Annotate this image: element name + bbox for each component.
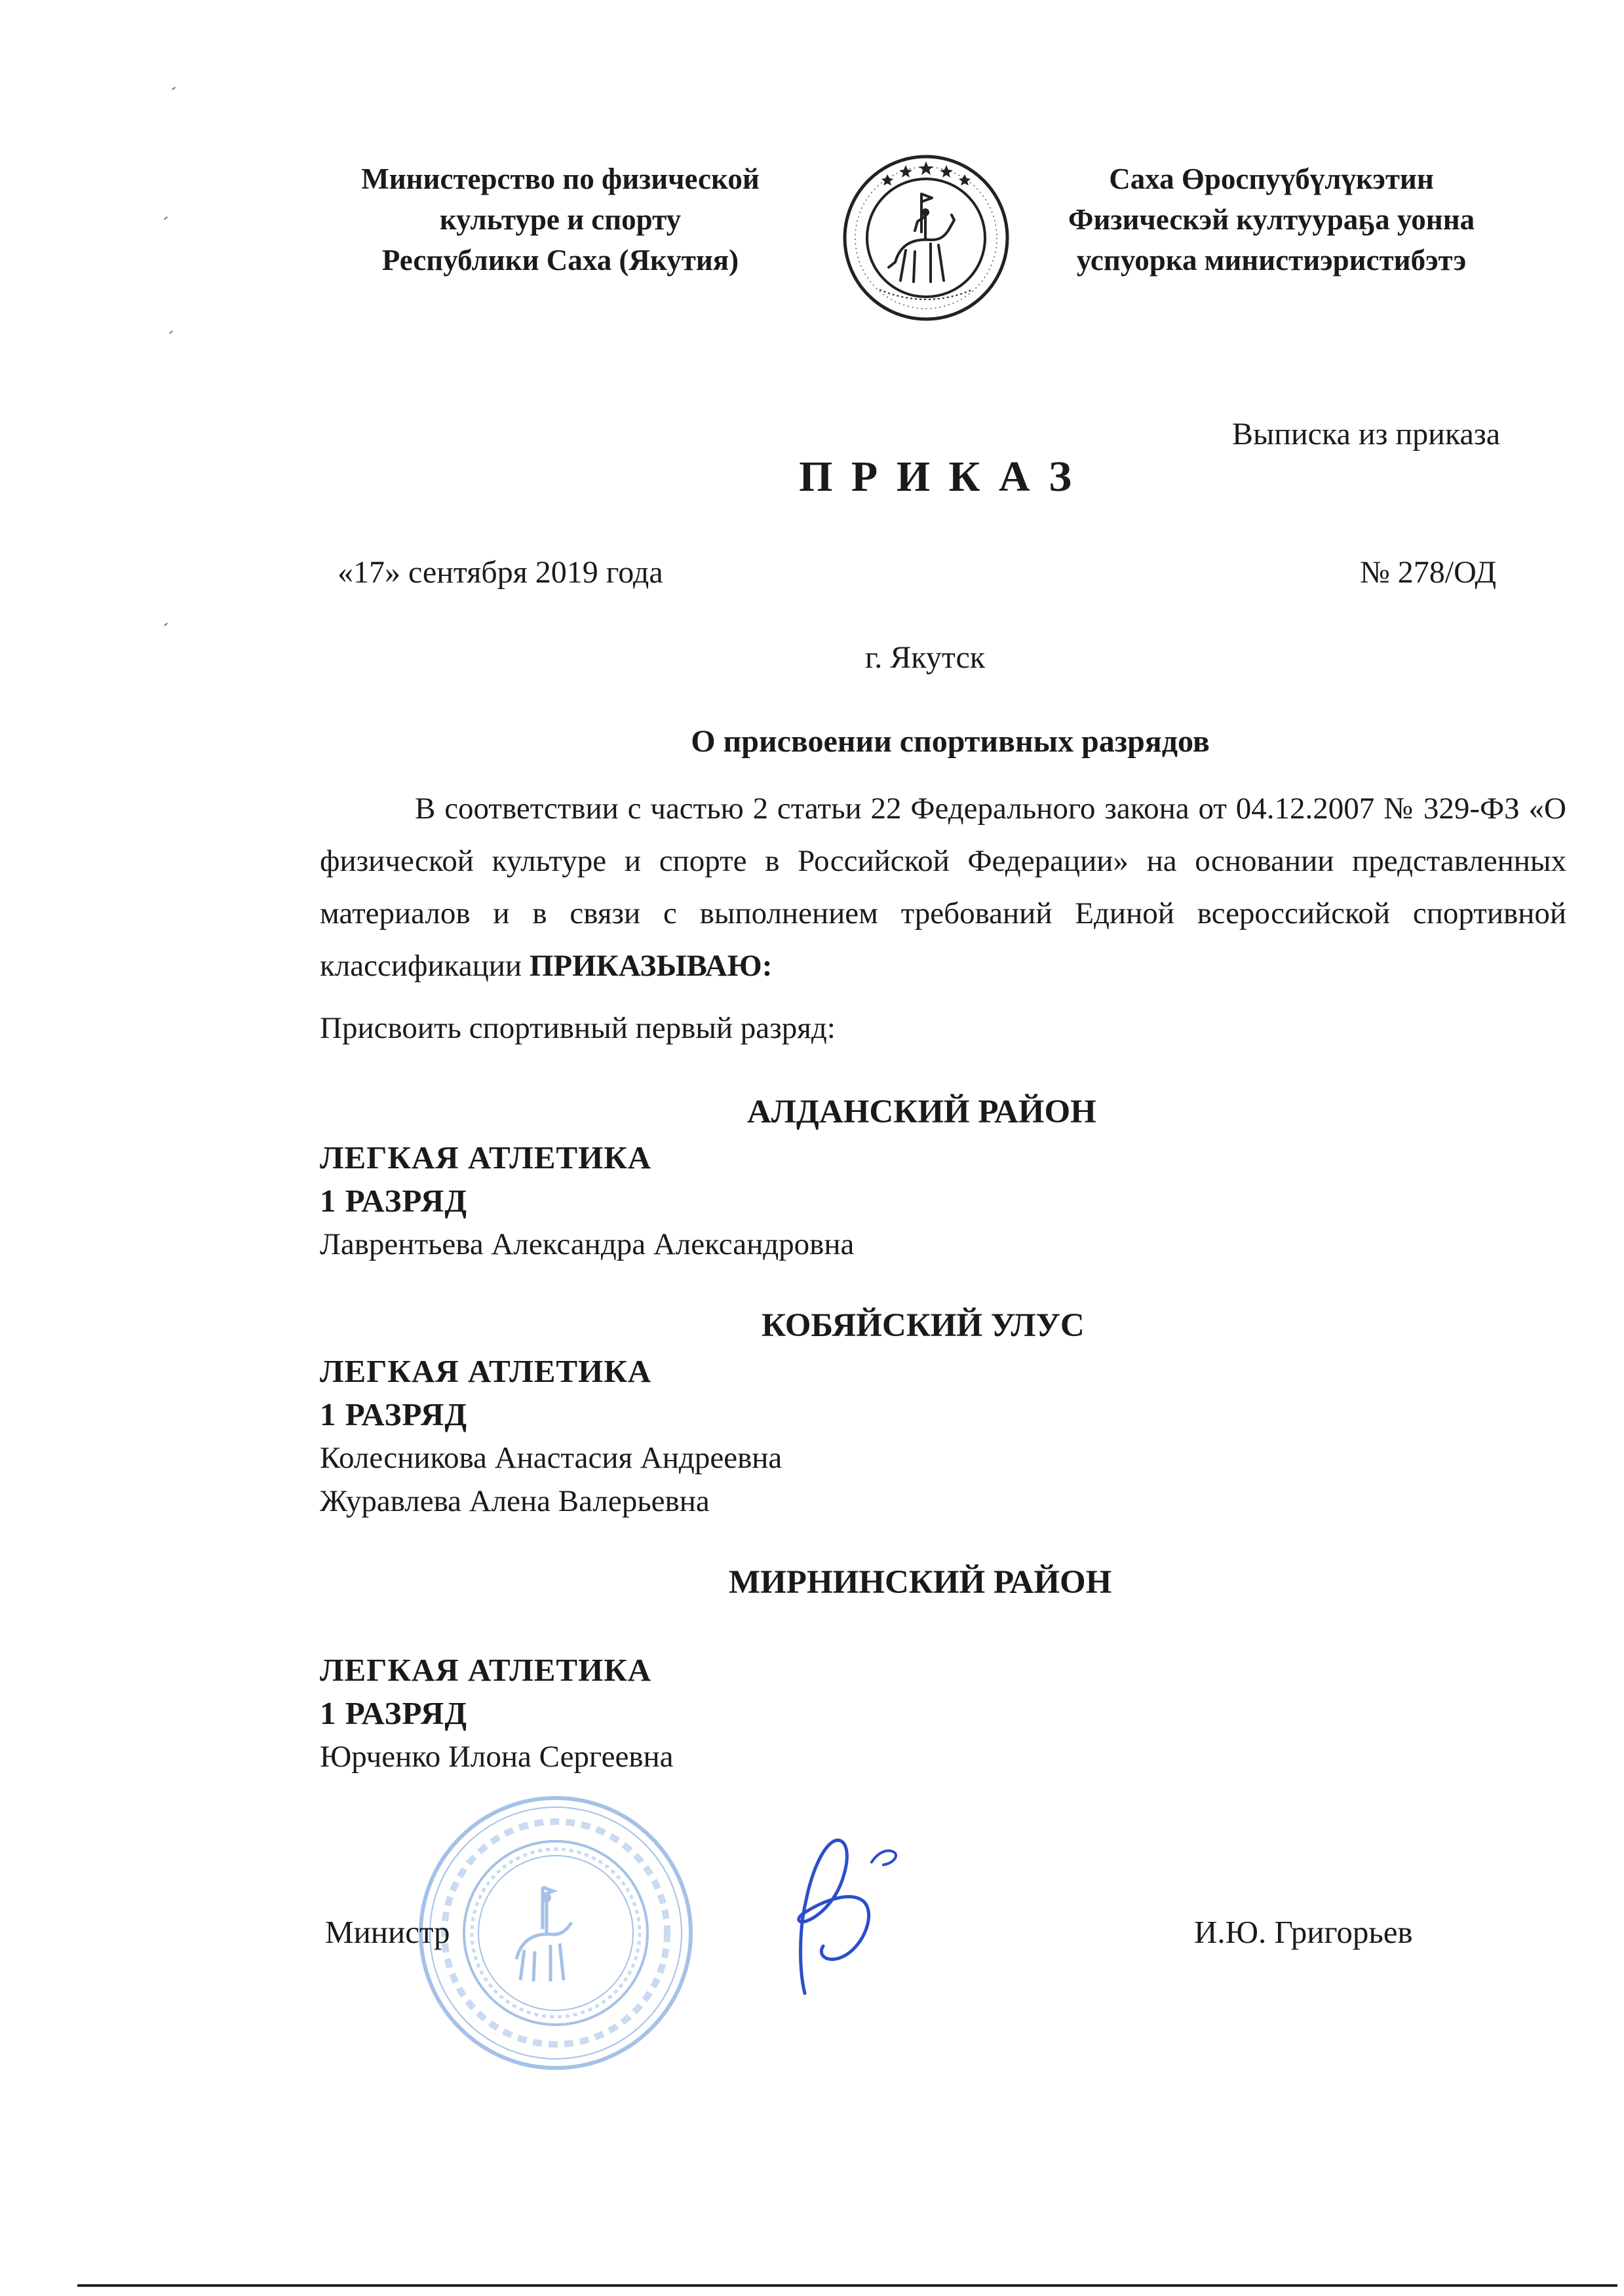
official-seal-stamp — [412, 1789, 700, 2077]
district-heading: КОБЯЙСКИЙ УЛУС — [762, 1307, 1085, 1344]
sport-name: ЛЕГКАЯ АТЛЕТИКА — [320, 1139, 652, 1176]
handwritten-signature — [773, 1822, 904, 2005]
athlete-name: Колесникова Анастасия Андреевна — [320, 1441, 783, 1475]
letterhead-left-line: культуре и спорту — [439, 203, 682, 236]
athlete-name: Журавлева Алена Валерьевна — [320, 1484, 710, 1518]
letterhead-right-line: Физическэй култуураҕа уонна — [1068, 203, 1475, 236]
signatory-name: И.Ю. Григорьев — [1194, 1914, 1413, 1950]
letterhead-right-line: Саха Өроспуүбүлүкэтин — [1109, 163, 1434, 195]
athlete-name: Юрченко Илона Сергеевна — [320, 1740, 674, 1774]
sport-name: ЛЕГКАЯ АТЛЕТИКА — [320, 1353, 652, 1389]
signatory-title: Министр — [325, 1914, 450, 1950]
scan-speck — [172, 86, 176, 90]
scan-speck — [169, 330, 173, 334]
rank-label: 1 РАЗРЯД — [320, 1396, 468, 1432]
letterhead-left-line: Республики Саха (Якутия) — [381, 244, 739, 277]
sport-name: ЛЕГКАЯ АТЛЕТИКА — [320, 1652, 652, 1688]
order-number: № 278/ОД — [1360, 555, 1497, 590]
scan-speck — [164, 216, 168, 220]
footer-rule — [77, 2284, 1617, 2287]
preamble-text: В соответствии с частью 2 статьи 22 Федерального закона от 04.12.2007 № 329-ФЗ «О физической культуре и спорте в Российской Федерации» на основании представленных материалов и в связи с выполнением требований Единой всероссийской спортивной классификации — [320, 792, 1566, 983]
letterhead-left-line: Министерство по физической — [361, 163, 760, 195]
order-keyword: ПРИКАЗЫВАЮ: — [529, 949, 773, 983]
order-subject: О присвоении спортивных разрядов — [691, 724, 1210, 759]
rank-label: 1 РАЗРЯД — [320, 1695, 468, 1731]
letterhead-left — [308, 159, 813, 280]
order-date: «17» сентября 2019 года — [338, 555, 663, 590]
district-heading: АЛДАНСКИЙ РАЙОН — [747, 1094, 1096, 1130]
district-heading: МИРНИНСКИЙ РАЙОН — [729, 1564, 1112, 1601]
rank-label: 1 РАЗРЯД — [320, 1183, 468, 1219]
athlete-name: Лаврентьева Александра Александровна — [320, 1227, 855, 1261]
city: г. Якутск — [865, 640, 986, 675]
extract-label: Выписка из приказа — [1232, 417, 1501, 451]
preamble-paragraph — [320, 782, 1566, 992]
letterhead-right-line: успуорка министиэристибэтэ — [1076, 244, 1467, 277]
assign-line: Присвоить спортивный первый разряд: — [320, 1011, 836, 1045]
yakutia-coat-of-arms-icon — [840, 152, 1012, 324]
letterhead-right — [1022, 159, 1520, 280]
document-title: П Р И К А З — [799, 453, 1075, 501]
scan-speck — [164, 622, 168, 626]
